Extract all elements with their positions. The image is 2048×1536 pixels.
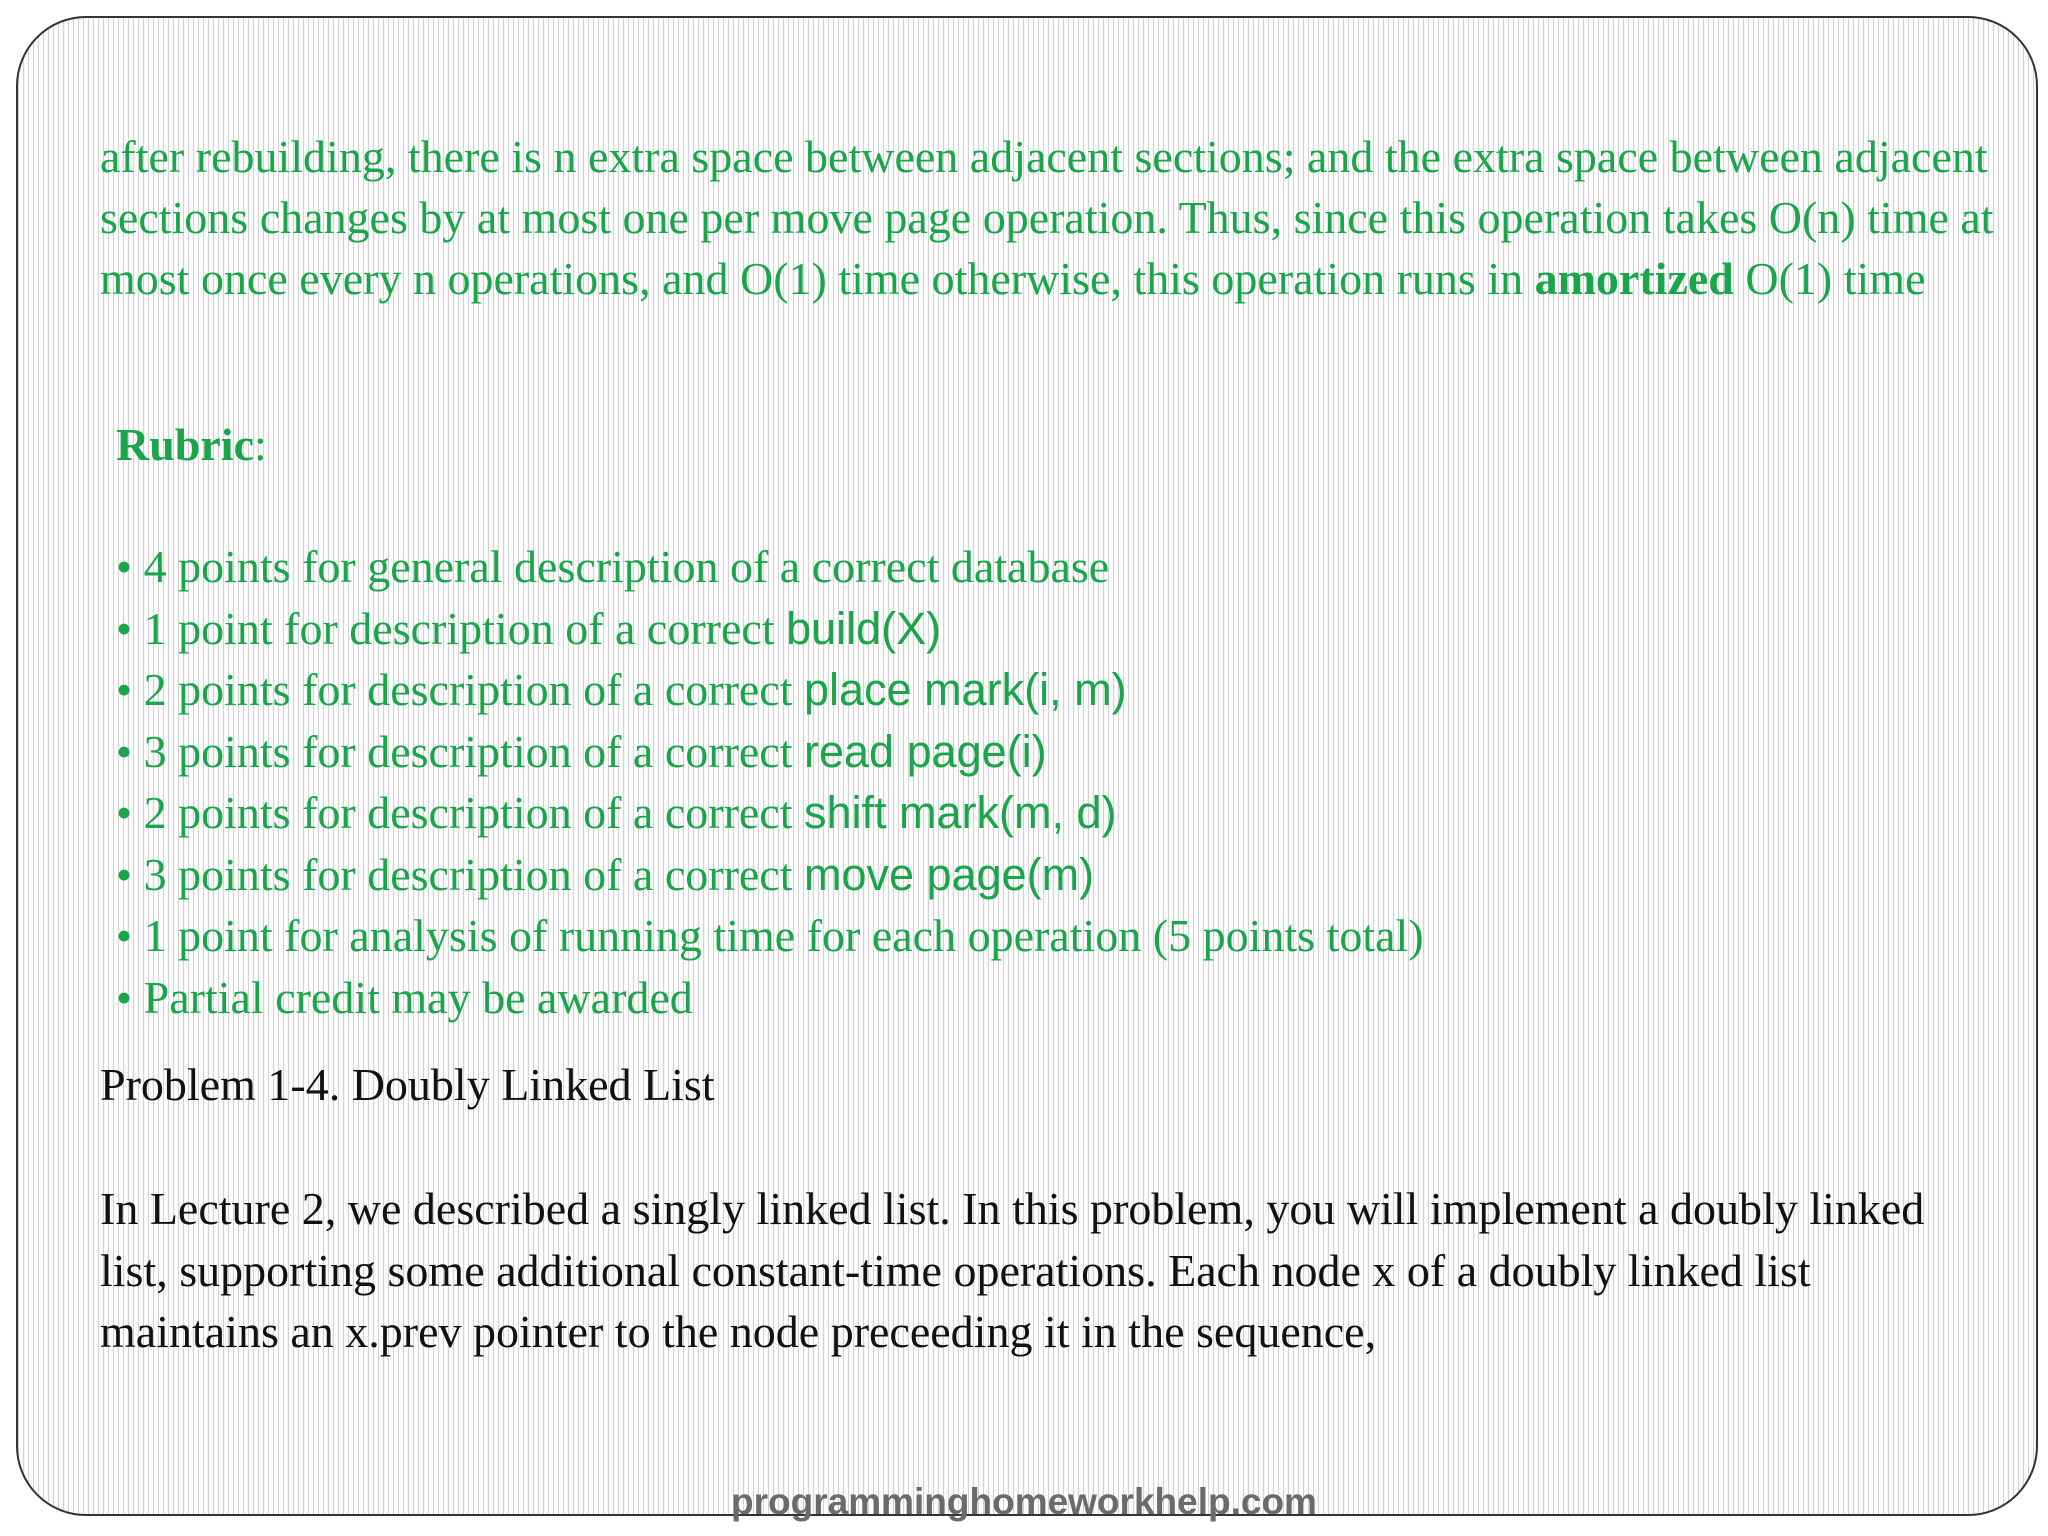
bullet-glyph: • xyxy=(116,725,144,777)
bullet-glyph: • xyxy=(116,664,144,715)
bullet-glyph: • xyxy=(116,602,144,654)
rubric-item-code: shift mark(m, d) xyxy=(804,787,1117,838)
rubric-item-code: move page(m) xyxy=(804,848,1095,900)
rubric-heading-label: Rubric xyxy=(116,419,254,470)
rubric-item-code: place mark(i, m) xyxy=(804,664,1127,715)
rubric-item-code: build(X) xyxy=(786,602,942,654)
rubric-item-text: 4 points for general description of a correct database xyxy=(143,541,1110,592)
bullet-glyph: • xyxy=(116,848,144,900)
solution-bold-term: amortized xyxy=(1534,253,1734,304)
solution-text-end: O(1) time xyxy=(1733,253,1926,304)
rubric-item-text: 1 point for analysis of running time for each operation (5 points total) xyxy=(143,910,1424,961)
rubric-item xyxy=(116,721,1424,783)
problem-title: Problem 1-4. Doubly Linked List xyxy=(100,1059,715,1110)
bullet-glyph: • xyxy=(116,787,144,838)
rubric-item-text: 2 points for description of a correct xyxy=(143,664,805,715)
solution-paragraph xyxy=(100,126,2000,309)
bullet-glyph: • xyxy=(116,541,144,592)
rubric-heading-colon: : xyxy=(254,419,267,470)
rubric-heading xyxy=(116,414,267,475)
rubric-item xyxy=(116,967,1424,1029)
rubric-item-text: 3 points for description of a correct xyxy=(143,848,805,900)
rubric-item xyxy=(116,844,1424,906)
rubric-item xyxy=(116,598,1424,660)
footer-watermark: programminghomeworkhelp.com xyxy=(731,1481,1317,1522)
rubric-item xyxy=(116,536,1424,598)
rubric-item-text: 1 point for description of a correct xyxy=(143,602,787,654)
rubric-item xyxy=(116,905,1424,967)
rubric-item-text: 3 points for description of a correct xyxy=(143,725,805,777)
rubric-item-text: 2 points for description of a correct xyxy=(143,787,805,838)
rubric-item-code: read page(i) xyxy=(804,725,1047,777)
rubric-item xyxy=(116,659,1424,721)
rubric-item xyxy=(116,782,1424,844)
solution-text-start: after rebuilding, there is n extra space between adjacent sections; and the extra space between adjacent sections changes by at most one per move page operation. Thus, since this operation takes O(n) time at most once every n operations, and O(1) time otherwise, this operation runs in xyxy=(100,131,1994,304)
bullet-glyph: • xyxy=(116,910,144,961)
rubric-list xyxy=(116,536,1424,1028)
rubric-item-text: Partial credit may be awarded xyxy=(143,971,693,1023)
problem-paragraph: In Lecture 2, we described a singly linked list. In this problem, you will implement a doubly linked list, supporting some additional constant-time operations. Each node x of a doubly linked list maintains an x.prev pointer to the node preceeding it in the sequence, xyxy=(100,1183,1925,1357)
bullet-glyph: • xyxy=(116,971,144,1023)
